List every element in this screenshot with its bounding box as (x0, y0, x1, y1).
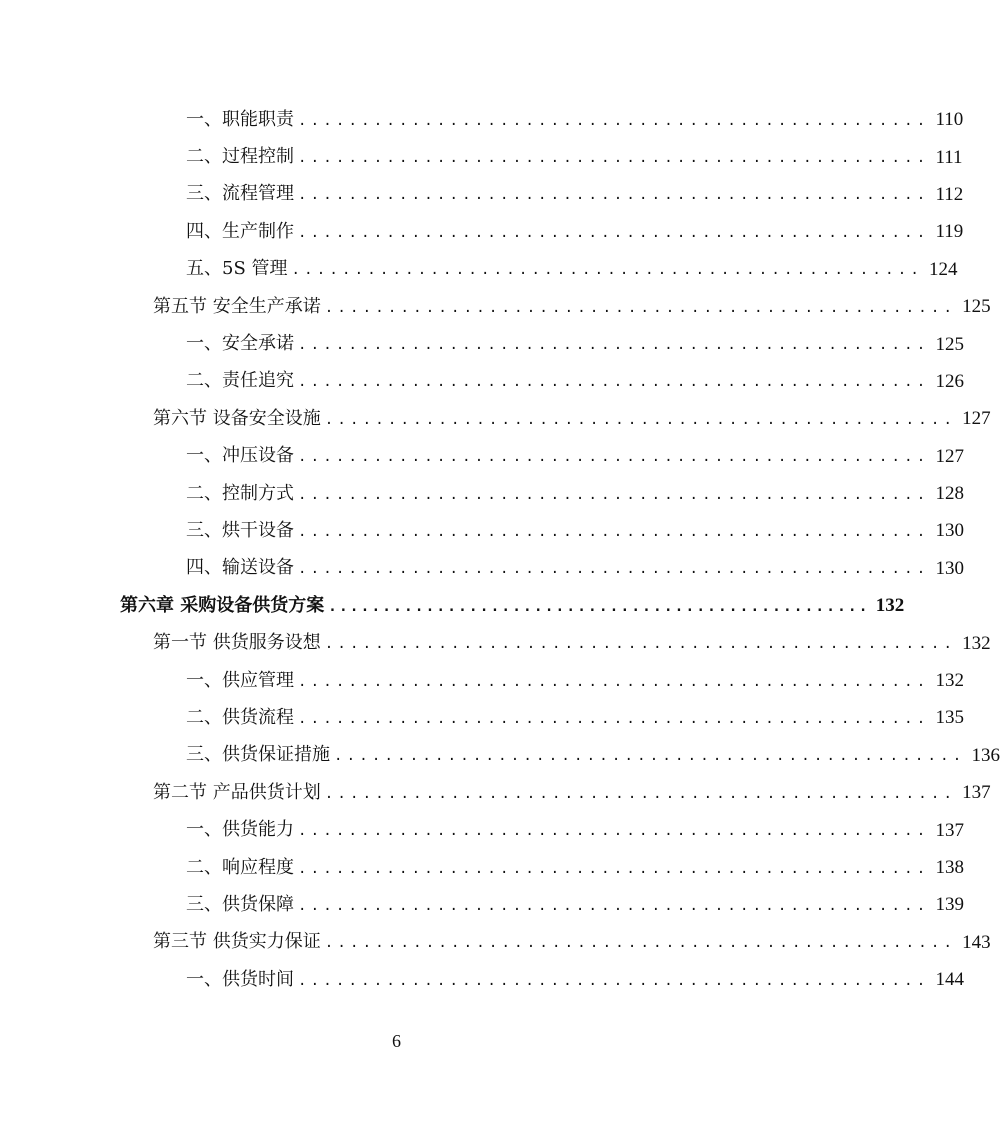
toc-section-entry[interactable] (0, 924, 991, 961)
toc-subsection-entry[interactable] (0, 363, 964, 400)
toc-section-entry[interactable] (0, 624, 991, 661)
toc-dot-leader: .................................................. (298, 486, 930, 503)
toc-dot-leader: .................................................. (298, 187, 930, 204)
toc-subsection-entry[interactable] (0, 251, 958, 288)
toc-entry-title: 三、烘干设备 (186, 519, 294, 541)
toc-subsection-entry[interactable] (0, 886, 964, 923)
toc-dot-leader: .................................................. (334, 748, 966, 765)
toc-dot-leader: .................................................. (298, 897, 930, 914)
toc-dot-leader: .................................................. (298, 860, 930, 877)
toc-entry-title: 一、供货时间 (186, 968, 294, 990)
toc-section-entry[interactable] (0, 400, 991, 437)
toc-entry-title: 二、响应程度 (186, 856, 294, 878)
toc-entry-page-number: 143 (962, 931, 991, 953)
toc-subsection-entry[interactable] (0, 138, 963, 175)
toc-subsection-entry[interactable] (0, 101, 964, 138)
toc-entry-title: 一、安全承诺 (186, 333, 294, 355)
toc-subsection-entry[interactable] (0, 849, 964, 886)
toc-subsection-entry[interactable] (0, 662, 964, 699)
toc-dot-leader: .................................................. (291, 262, 923, 279)
toc-dot-leader: .................................................. (298, 224, 930, 241)
page-number: 6 (392, 1031, 401, 1051)
toc-subsection-entry[interactable] (0, 325, 964, 362)
toc-dot-leader: .................................................. (298, 112, 930, 129)
toc-entry-title: 二、责任追究 (186, 370, 294, 392)
toc-dot-leader: .................................................. (298, 561, 930, 578)
toc-entry-title: 第五节 安全生产承诺 (153, 295, 321, 317)
toc-entry-page-number: 136 (971, 744, 1000, 766)
toc-dot-leader: .................................................. (298, 972, 930, 989)
toc-entry-title: 一、职能职责 (186, 108, 294, 130)
toc-subsection-entry[interactable] (0, 811, 964, 848)
toc-dot-leader: .................................................. (298, 523, 930, 540)
toc-entry-page-number: 127 (935, 445, 964, 467)
toc-dot-leader: .................................................. (298, 710, 930, 727)
toc-entry-title: 第二节 产品供货计划 (153, 781, 321, 803)
toc-subsection-entry[interactable] (0, 550, 964, 587)
toc-entry-title: 一、供货能力 (186, 819, 294, 841)
toc-entry-page-number: 137 (935, 819, 964, 841)
toc-entry-title: 第三节 供货实力保证 (153, 931, 321, 953)
toc-entry-page-number: 130 (935, 557, 964, 579)
toc-entry-title: 四、输送设备 (186, 557, 294, 579)
toc-entry-page-number: 126 (935, 370, 964, 392)
toc-subsection-entry[interactable] (0, 213, 964, 250)
toc-entry-title: 第六章 采购设备供货方案 (120, 594, 325, 616)
toc-dot-leader: .................................................. (298, 374, 930, 391)
toc-entry-page-number: 112 (935, 183, 964, 205)
toc-entry-title: 二、控制方式 (186, 482, 294, 504)
toc-dot-leader: .................................................. (324, 785, 957, 802)
toc-dot-leader: .................................................. (298, 823, 930, 840)
toc-entry-title: 二、过程控制 (186, 146, 294, 168)
toc-chapter-entry[interactable] (0, 587, 905, 624)
toc-entry-page-number: 138 (935, 857, 964, 878)
toc-entry-page-number: 144 (935, 969, 964, 991)
toc-entry-title: 二、供货流程 (186, 706, 294, 728)
toc-entry-page-number: 132 (935, 670, 964, 692)
toc-subsection-entry[interactable] (0, 512, 964, 549)
toc-entry-page-number: 119 (935, 221, 964, 243)
toc-entry-page-number: 128 (935, 483, 964, 505)
toc-entry-page-number: 139 (935, 894, 964, 916)
toc-entry-page-number: 132 (962, 632, 991, 654)
toc-entry-title: 三、供货保障 (186, 893, 294, 915)
toc-entry-page-number: 135 (935, 707, 964, 729)
toc-subsection-entry[interactable] (0, 961, 964, 998)
toc-dot-leader: .................................................. (324, 411, 957, 428)
toc-entry-title: 一、冲压设备 (186, 445, 294, 467)
toc-dot-leader: .................................................. (324, 935, 957, 952)
toc-entry-page-number: 127 (962, 408, 991, 430)
toc-dot-leader: .................................................. (298, 449, 930, 466)
toc-dot-leader: .................................................. (328, 598, 870, 615)
toc-dot-leader: .................................................. (298, 673, 930, 690)
toc-entry-title: 一、供应管理 (186, 669, 294, 691)
toc-dot-leader: .................................................. (324, 636, 957, 653)
toc-entry-title: 五、5S 管理 (186, 258, 288, 280)
toc-entry-page-number: 137 (962, 782, 991, 804)
toc-subsection-entry[interactable] (0, 699, 964, 736)
toc-dot-leader: .................................................. (298, 150, 930, 167)
toc-dot-leader: .................................................. (298, 337, 930, 354)
toc-entry-page-number: 130 (935, 520, 964, 542)
toc-subsection-entry[interactable] (0, 475, 964, 512)
toc-entry-page-number: 125 (962, 296, 991, 318)
toc-section-entry[interactable] (0, 774, 991, 811)
toc-entry-page-number: 111 (935, 146, 963, 168)
toc-subsection-entry[interactable] (0, 737, 1000, 774)
toc-section-entry[interactable] (0, 288, 991, 325)
toc-entry-title: 第六节 设备安全设施 (153, 407, 321, 429)
toc-dot-leader: .................................................. (324, 299, 957, 316)
toc-entry-title: 三、供货保证措施 (186, 744, 330, 766)
table-of-contents (0, 101, 1000, 998)
toc-entry-title: 三、流程管理 (186, 183, 294, 205)
toc-entry-page-number: 125 (935, 333, 964, 355)
toc-subsection-entry[interactable] (0, 438, 964, 475)
toc-entry-page-number: 132 (875, 595, 905, 617)
toc-entry-title: 第一节 供货服务设想 (153, 632, 321, 654)
toc-subsection-entry[interactable] (0, 176, 964, 213)
toc-entry-page-number: 124 (928, 258, 958, 280)
toc-entry-title: 四、生产制作 (186, 220, 294, 242)
toc-entry-page-number: 110 (935, 109, 964, 131)
